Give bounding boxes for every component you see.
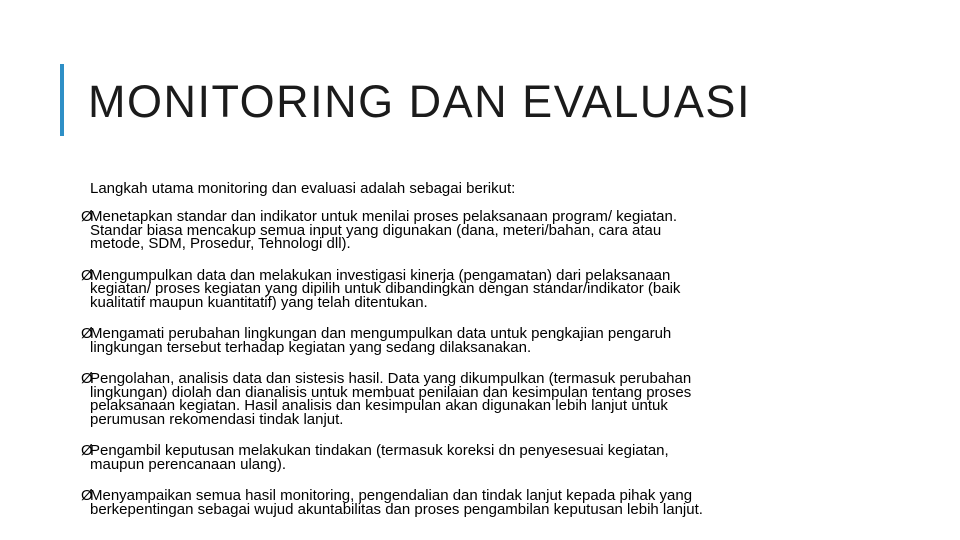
bullet-text-line: Standar biasa mencakup semua input yang digunakan (dana, meteri/bahan, cara atau [90,221,662,239]
title-accent-bar [60,64,64,136]
bullet-text-line: Menetapkan standar dan indikator untuk menilai proses pelaksanaan program/ kegiatan. [90,208,678,225]
slide-title: MONITORING DAN EVALUASI [88,76,751,127]
bullet-text-line: maupun perencanaan ulang). [90,455,286,473]
bullet-item [81,325,850,356]
bullet-item [81,487,850,518]
bullet-text-line: perumusan rekomendasi tindak lanjut. [90,410,344,428]
bullet-item [81,266,850,311]
bullet-text-line: pelaksanaan kegiatan. Hasil analisis dan kesimpulan akan digunakan lebih lanjut untuk [90,397,668,414]
bullet-text-line: Pengolahan, analisis data dan sistesis hasil. Data yang dikumpulkan (termasuk perubahan [90,370,692,387]
bullet-item [81,370,850,428]
bullet-text-line: lingkungan) diolah dan dianalisis untuk membuat penilaian dan kesimpulan tentang proses [90,383,692,401]
arrow-check-icon: Ø [81,208,93,225]
bullet-text-line: Mengamati perubahan lingkungan dan mengumpulkan data untuk pengkajian pengaruh [90,325,672,342]
intro-text: Langkah utama monitoring dan evaluasi adalah sebagai berikut: [90,180,516,197]
bullet-text-line: kegiatan/ proses kegiatan yang dipilih untuk dibandingkan dengan standar/indikator (baik [90,280,681,297]
arrow-check-icon: Ø [81,325,93,342]
bullet-text-line: Mengumpulkan data dan melakukan investigasi kinerja (pengamatan) dari pelaksanaan [90,266,671,284]
bullet-text-line: Pengambil keputusan melakukan tindakan (termasuk koreksi dn penyesesuai kegiatan, [90,442,669,459]
bullet-list [81,208,850,534]
arrow-check-icon: Ø [81,266,93,284]
bullet-text-line: Menyampaikan semua hasil monitoring, pengendalian dan tindak lanjut kepada pihak yang [90,487,693,504]
bullet-text-line: lingkungan tersebut terhadap kegiatan yang sedang dilaksanakan. [90,338,532,356]
bullet-item [81,442,850,473]
bullet-text-line: metode, SDM, Prosedur, Tehnologi dll). [90,235,351,252]
arrow-check-icon: Ø [81,370,93,387]
bullet-item [81,208,850,252]
bullet-text-line: berkepentingan sebagai wujud akuntabilitas dan proses pengambilan keputusan lebih lanjut. [90,500,703,518]
arrow-check-icon: Ø [81,487,93,504]
bullet-text-line: kualitatif maupun kuantitatif) yang telah ditentukan. [90,293,428,311]
arrow-check-icon: Ø [81,442,93,459]
